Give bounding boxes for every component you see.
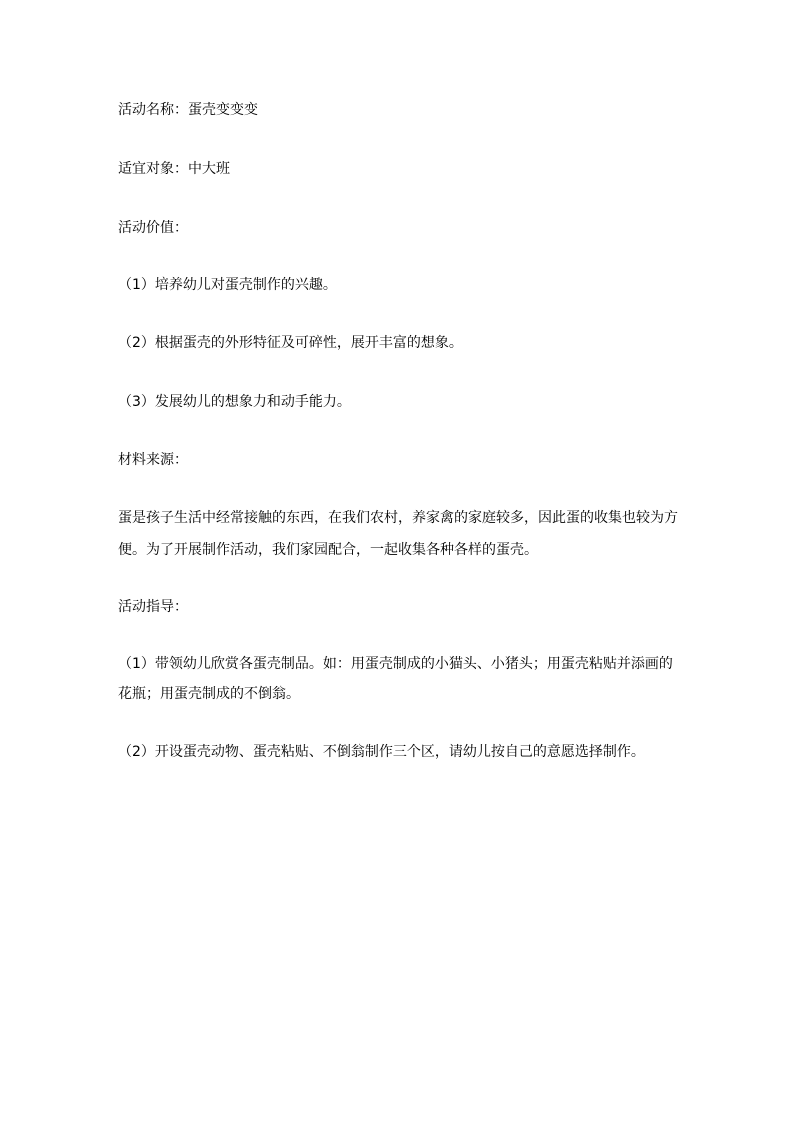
value-item-1: （1）培养幼儿对蛋壳制作的兴趣。	[118, 277, 337, 293]
material-source-text-line2: 便。为了开展制作活动，我们家园配合，一起收集各种各样的蛋壳。	[118, 542, 538, 558]
value-item-2: （2）根据蛋壳的外形特征及可碎性，展开丰富的想象。	[118, 335, 463, 351]
material-source-heading: 材料来源：	[118, 452, 188, 468]
guidance-item-1-line2: 花瓶；用蛋壳制成的不倒翁。	[118, 686, 300, 702]
activity-name: 活动名称：蛋壳变变变	[118, 102, 258, 118]
guidance-item-1-line1: （1）带领幼儿欣赏各蛋壳制品。如：用蛋壳制成的小猫头、小猪头；用蛋壳粘贴并添画的	[118, 656, 673, 672]
target-group: 适宜对象：中大班	[118, 161, 230, 177]
activity-value-heading: 活动价值：	[118, 220, 188, 236]
material-source-text-line1: 蛋是孩子生活中经常接触的东西，在我们农村，养家禽的家庭较多，因此蛋的收集也较为方	[118, 510, 678, 526]
value-item-3: （3）发展幼儿的想象力和动手能力。	[118, 394, 351, 410]
guidance-item-2: （2）开设蛋壳动物、蛋壳粘贴、不倒翁制作三个区，请幼儿按自己的意愿选择制作。	[118, 744, 645, 760]
activity-guidance-heading: 活动指导：	[118, 599, 188, 615]
